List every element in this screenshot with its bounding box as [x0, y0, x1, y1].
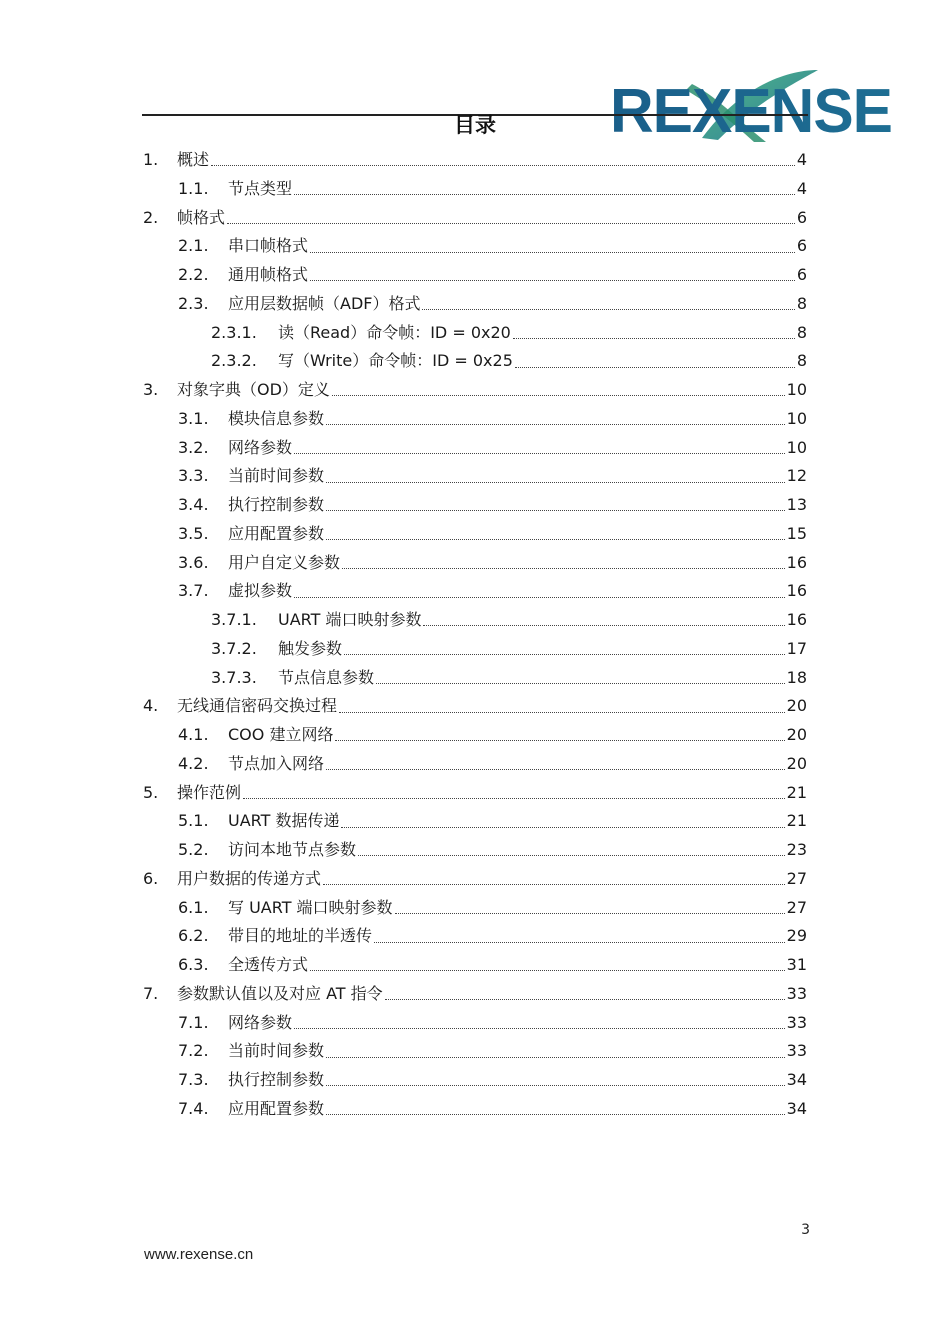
toc-entry-title: 网络参数	[228, 437, 293, 457]
toc-entry-page: 8	[796, 293, 807, 313]
toc-entry[interactable]	[143, 462, 807, 491]
toc-entry-number: 6.1.	[178, 897, 209, 917]
toc-entry-number: 3.1.	[178, 408, 209, 428]
toc-entry-number: 2.3.1.	[211, 322, 257, 342]
toc-entry-page: 12	[786, 466, 807, 486]
toc-entry-title: 执行控制参数	[228, 1070, 325, 1089]
toc-entry[interactable]	[143, 807, 807, 836]
toc-entry-page: 4	[796, 178, 807, 198]
toc-entry-title: 无线通信密码交换过程	[177, 696, 338, 716]
toc-entry-page: 23	[786, 840, 807, 859]
toc-entry-page: 16	[786, 610, 807, 629]
toc-entry-page: 33	[786, 1041, 807, 1061]
toc-entry[interactable]	[143, 319, 807, 348]
toc-entry-title: 节点信息参数	[278, 667, 375, 687]
toc-entry[interactable]	[143, 232, 807, 261]
toc-entry-title: 带目的地址的半透传	[228, 926, 373, 946]
toc-entry-page: 10	[786, 408, 807, 428]
toc-entry[interactable]	[143, 434, 807, 463]
toc-leader-dots	[422, 308, 794, 310]
toc-entry-number: 6.3.	[178, 955, 209, 974]
toc-entry-title: UART 数据传递	[228, 811, 340, 831]
toc-entry[interactable]	[143, 376, 807, 405]
toc-entry-number: 2.2.	[178, 265, 209, 284]
toc-entry-title: 通用帧格式	[228, 265, 309, 284]
toc-entry-title: 当前时间参数	[228, 466, 325, 486]
toc-leader-dots	[335, 739, 784, 741]
toc-entry-number: 4.2.	[178, 753, 209, 773]
toc-entry-title: 虚拟参数	[228, 581, 293, 601]
toc-entry-title: 写（Write）命令帧：ID = 0x25	[278, 351, 513, 371]
toc-entry-page: 20	[786, 753, 807, 773]
toc-entry-number: 3.6.	[178, 552, 209, 572]
footer-url: www.rexense.cn	[144, 1246, 254, 1263]
toc-entry-number: 3.7.3.	[211, 667, 257, 687]
toc-entry[interactable]	[143, 606, 807, 635]
toc-leader-dots	[395, 912, 785, 914]
toc-entry-number: 3.4.	[178, 495, 209, 514]
toc-entry-number: 2.	[143, 207, 159, 227]
toc-entry[interactable]	[143, 520, 807, 549]
toc-entry-page: 18	[786, 667, 807, 687]
toc-leader-dots	[227, 222, 795, 224]
toc-leader-dots	[326, 538, 785, 540]
toc-entry-number: 1.	[143, 150, 159, 169]
toc-entry-number: 4.	[143, 696, 159, 716]
toc-entry-title: 用户自定义参数	[228, 552, 341, 572]
toc-entry-page: 16	[786, 552, 807, 572]
toc-entry-title: 应用配置参数	[228, 1098, 325, 1118]
toc-leader-dots	[326, 423, 785, 425]
toc-entry-title: 节点加入网络	[228, 753, 325, 773]
toc-leader-dots	[294, 452, 785, 454]
toc-entry-page: 17	[786, 638, 807, 658]
toc-entry-number: 3.	[143, 380, 159, 399]
toc-entry[interactable]	[143, 1066, 807, 1095]
toc-entry-number: 2.3.	[178, 293, 209, 313]
toc-entry-page: 33	[786, 983, 807, 1003]
toc-leader-dots	[310, 279, 795, 281]
toc-leader-dots	[310, 251, 795, 253]
toc-entry-title: 写 UART 端口映射参数	[228, 897, 393, 917]
toc-entry-page: 20	[786, 696, 807, 716]
toc-entry-title: 节点类型	[228, 178, 293, 198]
toc-entry-number: 3.5.	[178, 523, 209, 543]
toc-entry-number: 1.1.	[178, 178, 209, 198]
toc-entry-page: 21	[786, 782, 807, 802]
toc-entry-title: 网络参数	[228, 1012, 293, 1032]
toc-leader-dots	[515, 366, 795, 368]
toc-entry-number: 5.2.	[178, 840, 209, 859]
toc-entry-title: 触发参数	[278, 638, 343, 658]
toc-leader-dots	[344, 653, 785, 655]
logo-text: REXENSE	[610, 77, 892, 144]
toc-entry[interactable]	[143, 1095, 807, 1124]
toc-leader-dots	[326, 1113, 785, 1115]
toc-entry-page: 10	[786, 437, 807, 457]
toc-entry[interactable]	[143, 1037, 807, 1066]
toc-leader-dots	[326, 1084, 785, 1086]
toc-entry-number: 3.7.1.	[211, 610, 257, 629]
toc-leader-dots	[326, 509, 785, 511]
toc-entry[interactable]	[143, 204, 807, 233]
toc-entry-page: 27	[786, 868, 807, 888]
toc-entry-number: 3.7.2.	[211, 638, 257, 658]
toc-entry-number: 7.	[143, 983, 159, 1003]
toc-entry[interactable]	[143, 721, 807, 750]
toc-entry-number: 7.4.	[178, 1098, 209, 1118]
toc-entry-title: 全透传方式	[228, 955, 309, 974]
toc-entry-title: 访问本地节点参数	[228, 840, 357, 859]
toc-entry[interactable]	[143, 347, 807, 376]
toc-entry[interactable]	[143, 577, 807, 606]
toc-leader-dots	[385, 998, 785, 1000]
page-number: 3	[801, 1222, 810, 1238]
toc-leader-dots	[211, 164, 795, 166]
toc-entry-title: 参数默认值以及对应 AT 指令	[177, 983, 383, 1003]
toc-entry-title: 当前时间参数	[228, 1041, 325, 1061]
toc-entry-page: 6	[796, 236, 807, 256]
toc-leader-dots	[294, 596, 785, 598]
toc-entry-title: 用户数据的传递方式	[177, 868, 322, 888]
toc-entry-number: 2.3.2.	[211, 351, 257, 371]
toc-entry-page: 6	[796, 265, 807, 284]
toc-entry-page: 31	[786, 955, 807, 974]
toc-entry-number: 5.1.	[178, 811, 209, 831]
toc-entry-title: 模块信息参数	[228, 408, 325, 428]
toc-leader-dots	[294, 193, 795, 195]
toc-leader-dots	[374, 941, 785, 943]
toc-entry-page: 29	[786, 926, 807, 946]
toc-leader-dots	[513, 337, 795, 339]
toc-entry[interactable]	[143, 146, 807, 175]
toc-entry-page: 34	[786, 1098, 807, 1118]
toc-entry[interactable]	[143, 635, 807, 664]
toc-entry-number: 7.3.	[178, 1070, 209, 1089]
toc-entry-page: 16	[786, 581, 807, 601]
toc-entry-page: 21	[786, 811, 807, 831]
toc-entry[interactable]	[143, 549, 807, 578]
toc-leader-dots	[294, 1027, 785, 1029]
toc-entry[interactable]	[143, 405, 807, 434]
toc-entry[interactable]	[143, 175, 807, 204]
toc-entry[interactable]	[143, 894, 807, 923]
toc-entry-title: 执行控制参数	[228, 495, 325, 514]
toc-entry-title: 对象字典（OD）定义	[177, 380, 330, 399]
toc-entry-page: 15	[786, 523, 807, 543]
table-of-contents	[143, 146, 807, 1124]
toc-entry[interactable]	[143, 491, 807, 520]
toc-entry[interactable]	[143, 290, 807, 319]
toc-leader-dots	[323, 883, 785, 885]
toc-entry[interactable]	[143, 692, 807, 721]
toc-entry-title: 概述	[177, 150, 210, 169]
toc-entry-page: 4	[796, 150, 807, 169]
toc-entry[interactable]	[143, 779, 807, 808]
toc-entry-number: 2.1.	[178, 236, 209, 256]
toc-entry-title: 应用层数据帧（ADF）格式	[228, 293, 421, 313]
toc-leader-dots	[332, 394, 785, 396]
toc-entry-page: 13	[786, 495, 807, 514]
toc-entry[interactable]	[143, 951, 807, 980]
toc-entry[interactable]	[143, 836, 807, 865]
toc-entry-page: 8	[796, 322, 807, 342]
toc-leader-dots	[358, 854, 785, 856]
toc-leader-dots	[326, 481, 785, 483]
toc-entry[interactable]	[143, 865, 807, 894]
toc-leader-dots	[326, 1056, 785, 1058]
toc-entry-title: 操作范例	[177, 782, 242, 802]
toc-leader-dots	[423, 624, 784, 626]
toc-entry[interactable]	[143, 261, 807, 290]
toc-entry-number: 3.2.	[178, 437, 209, 457]
toc-entry-page: 8	[796, 351, 807, 371]
toc-leader-dots	[326, 768, 785, 770]
toc-leader-dots	[376, 682, 785, 684]
toc-leader-dots	[339, 711, 785, 713]
toc-leader-dots	[342, 567, 785, 569]
toc-entry-page: 34	[786, 1070, 807, 1089]
toc-entry-title: 串口帧格式	[228, 236, 309, 256]
toc-entry-page: 27	[786, 897, 807, 917]
toc-entry[interactable]	[143, 1009, 807, 1038]
toc-leader-dots	[243, 797, 785, 799]
toc-entry-title: UART 端口映射参数	[278, 610, 422, 629]
toc-entry-number: 3.3.	[178, 466, 209, 486]
toc-entry-page: 20	[786, 725, 807, 744]
toc-entry[interactable]	[143, 750, 807, 779]
toc-entry-page: 10	[786, 380, 807, 399]
toc-entry-number: 4.1.	[178, 725, 209, 744]
toc-leader-dots	[310, 969, 785, 971]
toc-entry-title: COO 建立网络	[228, 725, 334, 744]
toc-entry[interactable]	[143, 664, 807, 693]
toc-entry-title: 应用配置参数	[228, 523, 325, 543]
toc-entry-number: 3.7.	[178, 581, 209, 601]
toc-entry-number: 6.	[143, 868, 159, 888]
toc-entry-title: 读（Read）命令帧：ID = 0x20	[278, 322, 511, 342]
toc-entry-page: 33	[786, 1012, 807, 1032]
toc-leader-dots	[341, 826, 784, 828]
toc-entry[interactable]	[143, 980, 807, 1009]
toc-entry-number: 6.2.	[178, 926, 209, 946]
toc-title: 目录	[454, 113, 496, 137]
toc-entry-number: 7.2.	[178, 1041, 209, 1061]
toc-entry-title: 帧格式	[177, 207, 226, 227]
toc-entry-page: 6	[796, 207, 807, 227]
toc-entry-number: 5.	[143, 782, 159, 802]
toc-entry-number: 7.1.	[178, 1012, 209, 1032]
toc-entry[interactable]	[143, 922, 807, 951]
